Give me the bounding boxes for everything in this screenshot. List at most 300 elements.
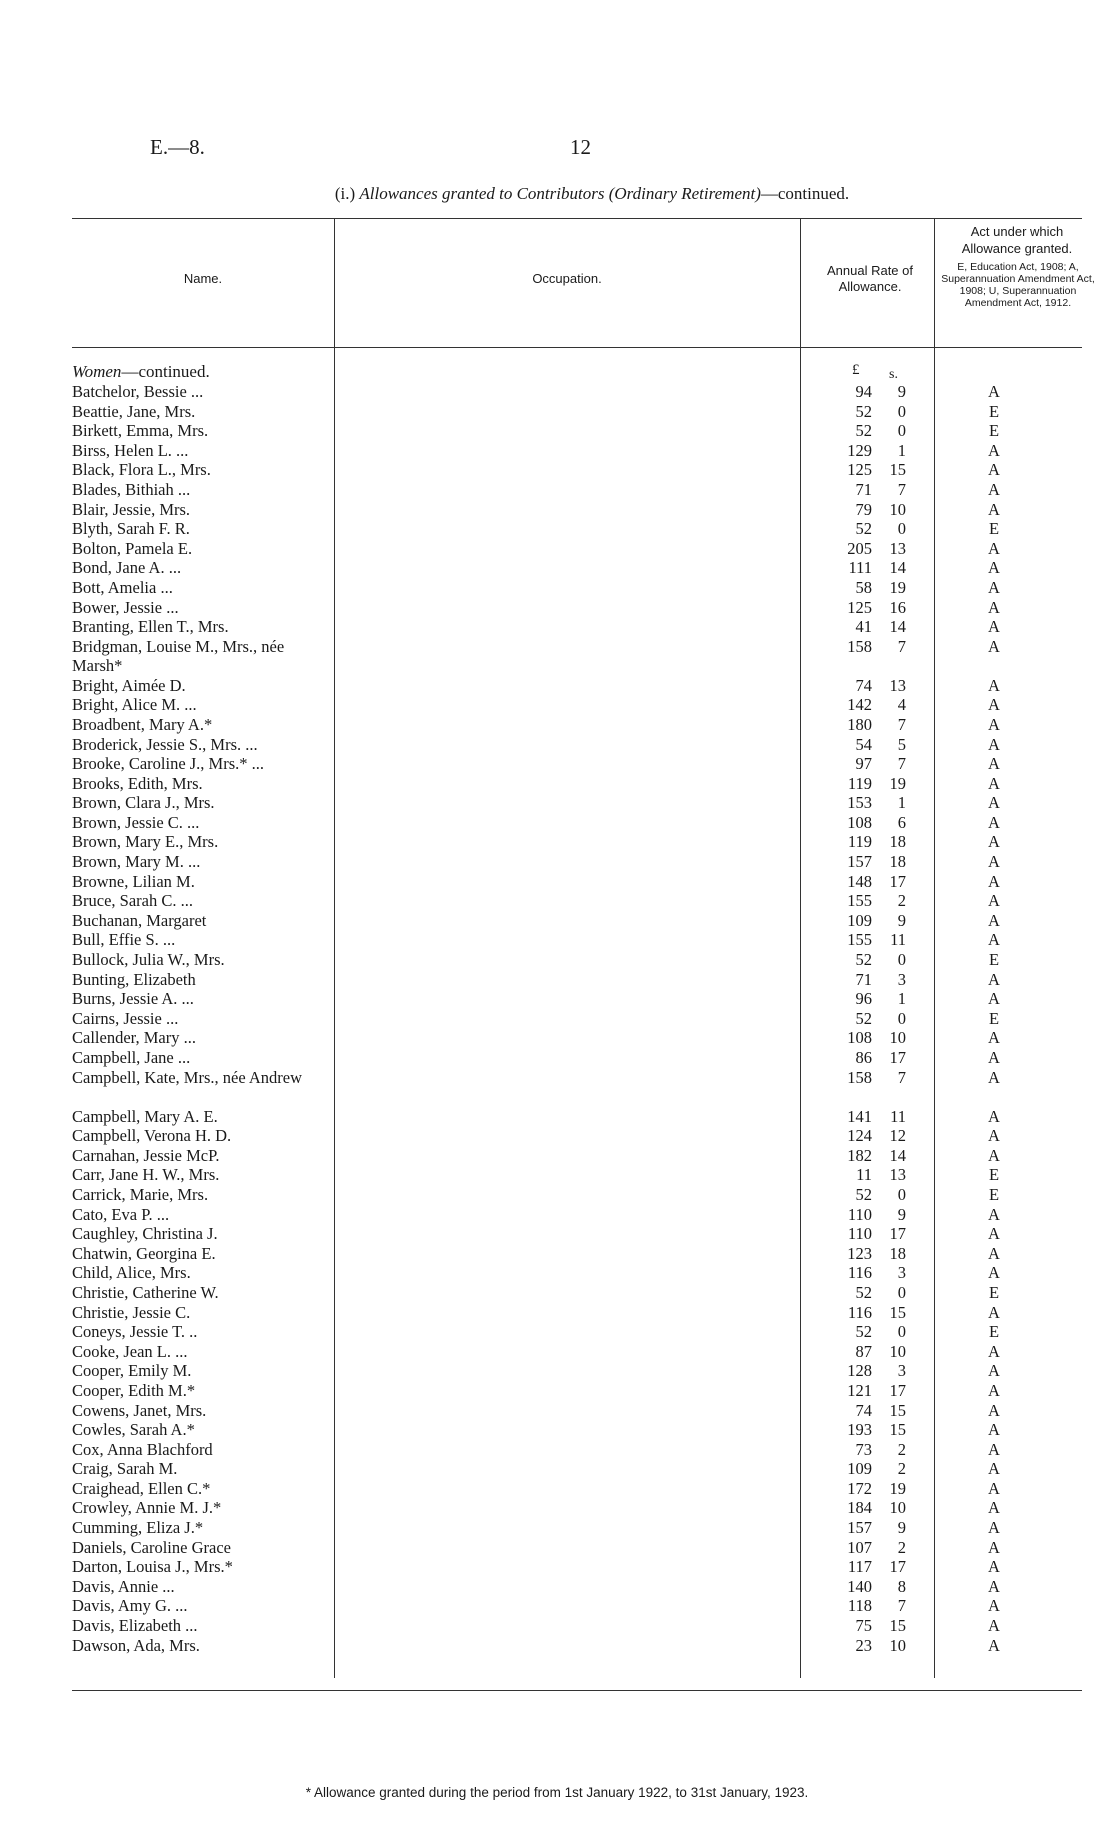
row-name: Brooks, Edith, Mrs.: [72, 773, 203, 793]
row-name: Broadbent, Mary A.*: [72, 714, 213, 734]
row-name: Burns, Jessie A. ...: [72, 989, 194, 1009]
rate-pounds: 75: [855, 1616, 872, 1636]
rate-shillings: 7: [897, 479, 906, 499]
rate-pounds: 129: [847, 440, 872, 460]
row-name: Batchelor, Bessie ...: [72, 382, 204, 401]
table-row: [0, 989, 1114, 1009]
rate-shillings: 9: [897, 1204, 906, 1224]
rate-pounds: 73: [855, 1439, 872, 1459]
act-code: E: [988, 1282, 1000, 1302]
act-code: E: [988, 1184, 1000, 1204]
act-code: A: [988, 440, 1000, 460]
rate-pounds: 52: [855, 1184, 872, 1204]
row-name: Christie, Jessie C.: [72, 1302, 191, 1322]
rate-pounds: 11: [856, 1165, 872, 1185]
act-code: A: [988, 577, 1000, 597]
rate-shillings: 17: [889, 871, 906, 891]
act-code: A: [988, 479, 1000, 499]
table-row: [0, 793, 1114, 813]
rate-pounds: 108: [847, 1028, 872, 1048]
rate-pounds: 109: [847, 910, 872, 930]
rate-pounds: 141: [847, 1106, 872, 1126]
rate-shillings: 0: [897, 519, 906, 539]
rate-shillings: 13: [889, 538, 906, 558]
rate-pounds: 110: [847, 1224, 872, 1244]
table-row: [0, 1146, 1114, 1166]
col-header-act-line2: Allowance granted.: [961, 241, 1073, 256]
rate-shillings: 10: [889, 499, 906, 519]
act-code: A: [988, 989, 1000, 1009]
act-code: A: [988, 1576, 1000, 1596]
title-prefix: (i.): [334, 184, 360, 203]
rate-pounds: 74: [855, 675, 872, 695]
rate-pounds: 74: [855, 1400, 872, 1420]
rate-shillings: 0: [897, 401, 906, 421]
row-name: Birkett, Emma, Mrs.: [72, 421, 209, 441]
table-row: [0, 1244, 1114, 1264]
row-name: Davis, Elizabeth ...: [72, 1616, 198, 1636]
rate-shillings: 11: [890, 1106, 906, 1126]
table-row: [0, 1557, 1114, 1577]
rate-pounds: 110: [847, 1204, 872, 1224]
rate-pounds: 96: [855, 989, 872, 1009]
rate-pounds: 119: [847, 773, 872, 793]
title-italic: Allowances granted to Contributors (Ordinary Retirement): [359, 184, 761, 203]
header-bottom-rule: [72, 347, 1082, 348]
rate-pounds: 158: [847, 1067, 872, 1087]
rate-shillings: 10: [889, 1341, 906, 1361]
rate-shillings: 9: [897, 382, 906, 401]
page-number: 12: [570, 135, 591, 159]
rate-shillings: 17: [889, 1557, 906, 1577]
unit-pounds: £: [852, 362, 860, 378]
act-code: A: [988, 1557, 1000, 1577]
col-header-rate: Annual Rate of Allowance.: [826, 263, 913, 294]
act-code: E: [988, 950, 1000, 970]
table-row: [0, 519, 1114, 539]
rate-shillings: 2: [897, 1459, 906, 1479]
rate-pounds: 140: [847, 1576, 872, 1596]
table-top-rule: [72, 218, 1082, 219]
row-name: Daniels, Caroline Grace: [72, 1537, 231, 1557]
act-code: A: [988, 636, 1000, 656]
act-code: A: [988, 1263, 1000, 1283]
act-code: A: [988, 1616, 1000, 1636]
rate-shillings: 8: [897, 1576, 906, 1596]
table-row: [0, 441, 1114, 461]
rate-pounds: 41: [855, 617, 872, 637]
rate-shillings: 14: [889, 558, 906, 578]
table-row: [0, 637, 1114, 676]
row-name: Carnahan, Jessie McP.: [72, 1145, 220, 1165]
rate-pounds: 52: [855, 519, 872, 539]
act-code: A: [988, 910, 1000, 930]
rate-pounds: 125: [847, 460, 872, 480]
rate-pounds: 23: [855, 1635, 872, 1655]
rate-shillings: 0: [897, 1282, 906, 1302]
act-code: A: [988, 773, 1000, 793]
rate-pounds: 157: [847, 1518, 872, 1538]
rate-pounds: 125: [847, 597, 872, 617]
act-code: E: [988, 421, 1000, 441]
rate-pounds: 58: [855, 577, 872, 597]
row-name: Cooke, Jean L. ...: [72, 1341, 188, 1361]
row-name: Davis, Amy G. ...: [72, 1596, 188, 1616]
row-name: Cooper, Emily M.: [72, 1361, 192, 1381]
rate-shillings: 2: [897, 1537, 906, 1557]
rate-pounds: 97: [855, 754, 872, 774]
rate-shillings: 7: [897, 1067, 906, 1087]
table-row: [0, 1401, 1114, 1421]
act-code: A: [988, 1243, 1000, 1263]
rate-shillings: 19: [889, 577, 906, 597]
title-suffix: —continued.: [760, 184, 850, 203]
rate-shillings: 0: [897, 950, 906, 970]
table-row: [0, 715, 1114, 735]
table-row: [0, 1459, 1114, 1479]
act-code: A: [988, 1224, 1000, 1244]
row-name: Birss, Helen L. ...: [72, 440, 189, 460]
table-row: [0, 1107, 1114, 1127]
col-header-act-detail: E, Education Act, 1908; A, Superannuation Amendment Act, 1908; U, Superannuation Amendment Act, 1912.: [941, 261, 1095, 309]
footnote: * Allowance granted during the period from 1st January 1922, to 31st January, 1923.: [305, 1785, 809, 1800]
row-name: Campbell, Kate, Mrs., née Andrew: [72, 1067, 303, 1087]
act-code: A: [988, 617, 1000, 637]
rate-shillings: 4: [897, 695, 906, 715]
row-name: Cooper, Edith M.*: [72, 1380, 196, 1400]
row-name: Bond, Jane A. ...: [72, 558, 182, 578]
table-row: [0, 1185, 1114, 1205]
table-row: [0, 598, 1114, 618]
rate-shillings: 7: [897, 636, 906, 656]
rate-shillings: 18: [889, 1243, 906, 1263]
rate-pounds: 118: [847, 1596, 872, 1616]
rate-pounds: 119: [847, 832, 872, 852]
rate-pounds: 71: [855, 479, 872, 499]
table-row: [0, 1322, 1114, 1342]
row-name: Coneys, Jessie T. ..: [72, 1322, 198, 1342]
row-name: Callender, Mary ...: [72, 1028, 196, 1048]
rate-pounds: 108: [847, 812, 872, 832]
row-name: Cato, Eva P. ...: [72, 1204, 170, 1224]
act-code: A: [988, 734, 1000, 754]
rate-pounds: 52: [855, 950, 872, 970]
table-row: [0, 695, 1114, 715]
row-name: Cairns, Jessie ...: [72, 1008, 179, 1028]
act-code: A: [988, 754, 1000, 774]
act-code: E: [988, 1322, 1000, 1342]
table-row: [0, 1303, 1114, 1323]
row-name: Bullock, Julia W., Mrs.: [72, 950, 225, 970]
row-name: Cumming, Eliza J.*: [72, 1518, 204, 1538]
act-code: A: [988, 1439, 1000, 1459]
rate-pounds: 124: [847, 1126, 872, 1146]
rate-pounds: 111: [848, 558, 872, 578]
act-code: A: [988, 793, 1000, 813]
rate-pounds: 184: [847, 1498, 872, 1518]
rate-shillings: 1: [897, 793, 906, 813]
act-code: A: [988, 695, 1000, 715]
table-row: [0, 930, 1114, 950]
table-row: [0, 1420, 1114, 1440]
rate-pounds: 52: [855, 1322, 872, 1342]
act-code: A: [988, 1204, 1000, 1224]
table-row: [0, 382, 1114, 402]
act-code: A: [988, 832, 1000, 852]
rate-shillings: 10: [889, 1498, 906, 1518]
table-row: [0, 1126, 1114, 1146]
act-code: E: [988, 401, 1000, 421]
row-name: Cox, Anna Blachford: [72, 1439, 213, 1459]
rate-pounds: 142: [847, 695, 872, 715]
rate-shillings: 15: [889, 460, 906, 480]
table-row: [0, 872, 1114, 892]
row-name: Bruce, Sarah C. ...: [72, 891, 193, 911]
table-bottom-rule: [72, 1690, 1082, 1691]
table-row: [0, 1263, 1114, 1283]
act-code: A: [988, 1341, 1000, 1361]
act-code: A: [988, 1106, 1000, 1126]
act-code: A: [988, 871, 1000, 891]
act-code: A: [988, 1302, 1000, 1322]
table-row: [0, 1518, 1114, 1538]
rate-shillings: 2: [897, 1439, 906, 1459]
rate-shillings: 17: [889, 1224, 906, 1244]
rate-pounds: 180: [847, 714, 872, 734]
table-row: [0, 970, 1114, 990]
table-row: [0, 1636, 1114, 1656]
row-name: Brown, Mary E., Mrs.: [72, 832, 219, 852]
table-row: [0, 1381, 1114, 1401]
rate-shillings: 15: [889, 1302, 906, 1322]
row-name: Cowens, Janet, Mrs.: [72, 1400, 207, 1420]
row-name: Brown, Mary M. ...: [72, 852, 201, 872]
act-code: A: [988, 499, 1000, 519]
rate-pounds: 87: [855, 1341, 872, 1361]
col-header-act-line1: Act under which: [970, 224, 1064, 239]
table-row: [0, 891, 1114, 911]
table-row: [0, 676, 1114, 696]
table-row: [0, 558, 1114, 578]
act-code: A: [988, 675, 1000, 695]
rate-pounds: 123: [847, 1243, 872, 1263]
row-name: Campbell, Verona H. D.: [72, 1126, 232, 1146]
rate-shillings: 19: [889, 1478, 906, 1498]
act-code: E: [988, 1008, 1000, 1028]
table-row: [0, 774, 1114, 794]
rate-pounds: 155: [847, 891, 872, 911]
rate-pounds: 94: [855, 382, 872, 401]
table-row: [0, 950, 1114, 970]
act-code: A: [988, 1145, 1000, 1165]
table-row: [0, 460, 1114, 480]
table-row: [0, 852, 1114, 872]
act-code: A: [988, 1518, 1000, 1538]
rate-shillings: 14: [889, 1145, 906, 1165]
row-name: Bott, Amelia ...: [72, 577, 173, 597]
act-code: A: [988, 1478, 1000, 1498]
rate-pounds: 193: [847, 1420, 872, 1440]
table-row: [0, 813, 1114, 833]
row-name: Bright, Alice M. ...: [72, 695, 197, 715]
rate-shillings: 0: [897, 1184, 906, 1204]
act-code: E: [988, 519, 1000, 539]
act-code: A: [988, 1498, 1000, 1518]
table-row: [0, 1577, 1114, 1597]
rate-shillings: 12: [889, 1126, 906, 1146]
rate-shillings: 7: [897, 1596, 906, 1616]
table-row: [0, 1616, 1114, 1636]
rate-pounds: 182: [847, 1145, 872, 1165]
rate-pounds: 117: [847, 1557, 872, 1577]
rate-pounds: 52: [855, 421, 872, 441]
table-row: [0, 911, 1114, 931]
row-name: Beattie, Jane, Mrs.: [72, 401, 196, 421]
rate-pounds: 116: [847, 1302, 872, 1322]
row-name: Bright, Aimée D.: [72, 675, 186, 695]
row-name: Crowley, Annie M. J.*: [72, 1498, 222, 1518]
table-row: [0, 578, 1114, 598]
act-code: A: [988, 558, 1000, 578]
row-name: Bull, Effie S. ...: [72, 930, 176, 950]
rate-pounds: 116: [847, 1263, 872, 1283]
rate-shillings: 15: [889, 1400, 906, 1420]
act-code: A: [988, 1596, 1000, 1616]
act-code: A: [988, 1028, 1000, 1048]
row-name: Craighead, Ellen C.*: [72, 1478, 211, 1498]
act-code: A: [988, 930, 1000, 950]
rate-shillings: 3: [897, 1361, 906, 1381]
rate-shillings: 9: [897, 910, 906, 930]
table-row: [0, 754, 1114, 774]
act-code: A: [988, 382, 1000, 401]
row-name: Bolton, Pamela E.: [72, 538, 193, 558]
row-name: Christie, Catherine W.: [72, 1282, 219, 1302]
rate-shillings: 17: [889, 1380, 906, 1400]
table-row: [0, 539, 1114, 559]
rate-pounds: 52: [855, 1008, 872, 1028]
row-name: Blyth, Sarah F. R.: [72, 519, 190, 539]
rate-pounds: 148: [847, 871, 872, 891]
row-name: Darton, Louisa J., Mrs.*: [72, 1557, 233, 1577]
rate-pounds: 54: [855, 734, 872, 754]
rate-pounds: 107: [847, 1537, 872, 1557]
rate-shillings: 10: [889, 1028, 906, 1048]
unit-shillings: s.: [889, 367, 898, 382]
col-header-name: Name.: [183, 271, 223, 286]
table-row: [0, 1205, 1114, 1225]
row-name: Campbell, Mary A. E.: [72, 1106, 218, 1126]
rate-shillings: 3: [897, 969, 906, 989]
act-code: A: [988, 1067, 1000, 1087]
row-name: Brown, Jessie C. ...: [72, 812, 200, 832]
rate-shillings: 2: [897, 891, 906, 911]
row-name: Dawson, Ada, Mrs.: [72, 1635, 200, 1655]
rate-shillings: 9: [897, 1518, 906, 1538]
row-name: Bower, Jessie ...: [72, 597, 179, 617]
rate-pounds: 52: [855, 401, 872, 421]
act-code: A: [988, 714, 1000, 734]
rate-shillings: 13: [889, 675, 906, 695]
row-name: Bunting, Elizabeth: [72, 969, 196, 989]
rate-shillings: 11: [890, 930, 906, 950]
act-code: A: [988, 1537, 1000, 1557]
rate-shillings: 18: [889, 832, 906, 852]
table-row: [0, 1342, 1114, 1362]
col-header-occupation: Occupation.: [532, 271, 602, 286]
rate-shillings: 0: [897, 1008, 906, 1028]
rate-pounds: 109: [847, 1459, 872, 1479]
row-name: Broderick, Jessie S., Mrs. ...: [72, 734, 258, 754]
rate-shillings: 0: [897, 421, 906, 441]
row-name: Campbell, Jane ...: [72, 1048, 191, 1067]
row-name: Brooke, Caroline J., Mrs.* ...: [72, 754, 265, 774]
section-suffix: —continued.: [121, 362, 210, 381]
act-code: A: [988, 1635, 1000, 1655]
row-name: Craig, Sarah M.: [72, 1459, 178, 1479]
rate-shillings: 13: [889, 1165, 906, 1185]
rate-shillings: 3: [897, 1263, 906, 1283]
row-name: Caughley, Christina J.: [72, 1224, 218, 1244]
act-code: A: [988, 1361, 1000, 1381]
section-italic: Women: [72, 362, 122, 381]
table-row: [0, 735, 1114, 755]
rate-pounds: 155: [847, 930, 872, 950]
table-row: [0, 1224, 1114, 1244]
act-code: A: [988, 891, 1000, 911]
row-name: Branting, Ellen T., Mrs.: [72, 617, 229, 637]
rate-pounds: 128: [847, 1361, 872, 1381]
rate-shillings: 17: [889, 1048, 906, 1067]
rate-pounds: 153: [847, 793, 872, 813]
row-name: Carr, Jane H. W., Mrs.: [72, 1165, 220, 1185]
table-row: [0, 1440, 1114, 1460]
rate-shillings: 16: [889, 597, 906, 617]
row-name: Buchanan, Margaret: [72, 910, 207, 930]
act-code: A: [988, 969, 1000, 989]
rate-shillings: 15: [889, 1616, 906, 1636]
rate-pounds: 121: [847, 1380, 872, 1400]
rate-pounds: 157: [847, 852, 872, 872]
rate-pounds: 158: [847, 636, 872, 656]
act-code: A: [988, 460, 1000, 480]
rate-shillings: 10: [889, 1635, 906, 1655]
rate-shillings: 18: [889, 852, 906, 872]
row-name: Child, Alice, Mrs.: [72, 1263, 191, 1283]
act-code: A: [988, 597, 1000, 617]
row-name: Cowles, Sarah A.*: [72, 1420, 195, 1440]
table-row: [0, 832, 1114, 852]
col-header-act: [938, 223, 1096, 257]
rate-shillings: 0: [897, 1322, 906, 1342]
act-code: E: [988, 1165, 1000, 1185]
table-row: [0, 1048, 1114, 1068]
rate-pounds: 86: [855, 1048, 872, 1067]
act-code: A: [988, 538, 1000, 558]
rate-shillings: 14: [889, 617, 906, 637]
act-code: A: [988, 1459, 1000, 1479]
act-code: A: [988, 1048, 1000, 1067]
table-body: [0, 382, 1114, 1655]
rate-pounds: 205: [847, 538, 872, 558]
act-code: A: [988, 1126, 1000, 1146]
rate-shillings: 15: [889, 1420, 906, 1440]
table-row: [0, 1498, 1114, 1518]
rate-shillings: 19: [889, 773, 906, 793]
table-row: [0, 421, 1114, 441]
act-code: A: [988, 812, 1000, 832]
table-row: [0, 500, 1114, 520]
